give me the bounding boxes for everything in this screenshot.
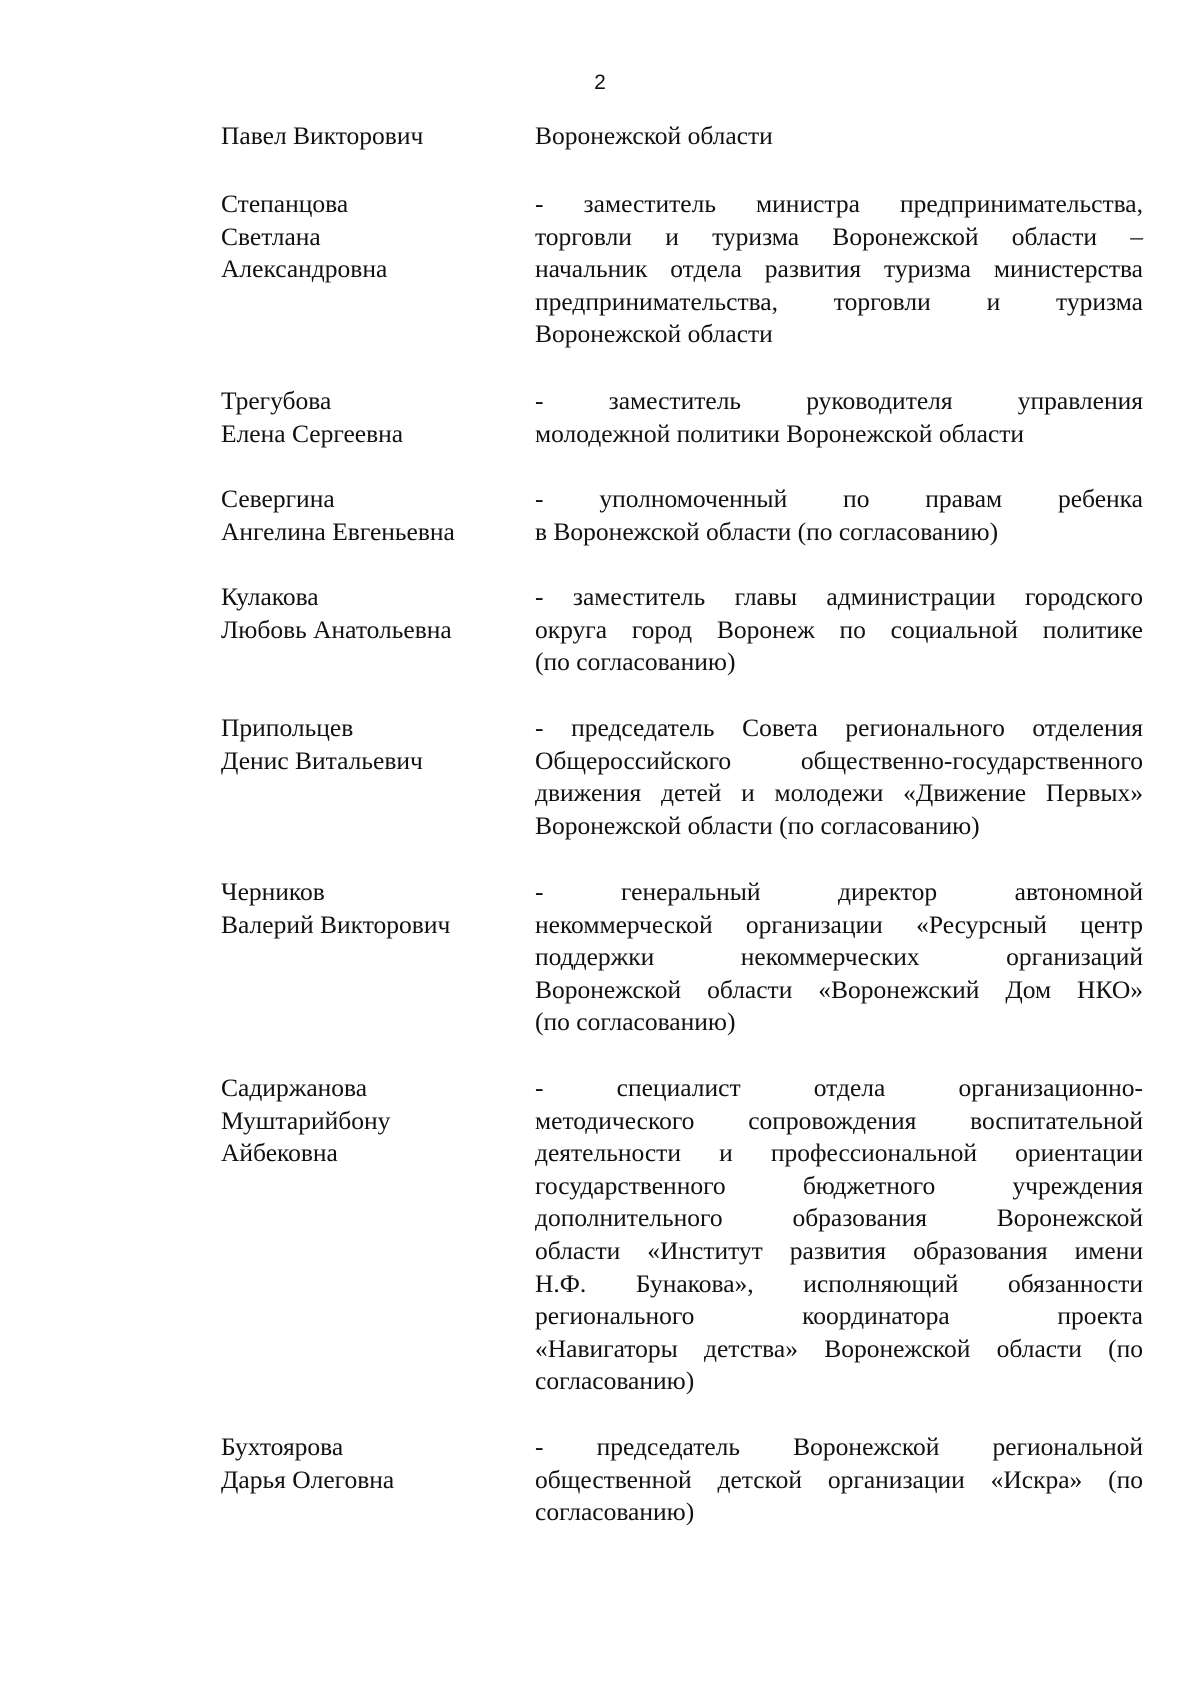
member-role-line: - заместитель главы администрации городского	[535, 582, 1143, 611]
member-role-line: (по согласованию)	[535, 647, 736, 677]
member-role-line: согласованию)	[535, 1497, 695, 1527]
member-role-line: - заместитель министра предпринимательства,	[535, 189, 1143, 218]
member-role-line: молодежной политики Воронежской области	[535, 418, 1025, 448]
member-name	[221, 120, 511, 153]
member-role	[535, 188, 1143, 351]
member-role-line: Воронежской области (по согласованию)	[535, 810, 980, 840]
member-role	[535, 1072, 1143, 1398]
member-role-line: согласованию)	[535, 1366, 695, 1396]
page-number: 2	[594, 71, 606, 94]
member-name-line: Александровна	[221, 254, 388, 284]
member-role-line: торговли и туризма Воронежской области –	[535, 221, 1143, 251]
member-role-line: начальник отдела развития туризма министерства	[535, 254, 1143, 284]
member-name-line: Дарья Олеговна	[221, 1464, 395, 1494]
member-role-line: предпринимательства, торговли и туризма	[535, 286, 1143, 316]
member-role	[535, 483, 1143, 548]
member-name-line: Айбековна	[221, 1138, 338, 1168]
member-role-line: регионального координатора проекта	[535, 1301, 1143, 1331]
member-name	[221, 1431, 511, 1496]
member-role-line: Воронежской области «Воронежский Дом НКО»	[535, 974, 1143, 1004]
member-role-line: государственного бюджетного учреждения	[535, 1170, 1143, 1200]
member-name	[221, 1072, 511, 1170]
member-name	[221, 876, 511, 941]
member-name-line: Припольцев	[221, 713, 354, 742]
member-role-line: Воронежской области	[535, 319, 773, 349]
member-name-line: Валерий Викторович	[221, 909, 451, 939]
member-role-line: в Воронежской области (по согласованию)	[535, 516, 999, 546]
member-name-line: Муштарийбону	[221, 1105, 391, 1135]
member-name-line: Садиржанова	[221, 1073, 368, 1102]
member-name	[221, 385, 511, 450]
member-role-line: общественной детской организации «Искра» (по	[535, 1464, 1143, 1494]
member-role	[535, 876, 1143, 1039]
member-role-line: поддержки некоммерческих организаций	[535, 942, 1143, 972]
member-role-line: Н.Ф. Бунакова», исполняющий обязанности	[535, 1268, 1143, 1298]
member-role-line: - председатель Совета регионального отделения	[535, 713, 1143, 742]
member-name-line: Севергина	[221, 484, 335, 513]
member-role-line: (по согласованию)	[535, 1007, 736, 1037]
member-name-line: Трегубова	[221, 386, 332, 415]
member-role-line: - уполномоченный по правам ребенка	[535, 484, 1143, 513]
member-role-line: «Навигаторы детства» Воронежской области (по	[535, 1333, 1143, 1363]
member-name-line: Ангелина Евгеньевна	[221, 516, 455, 546]
member-role-line: Воронежской области	[535, 121, 773, 150]
member-name-line: Любовь Анатольевна	[221, 614, 452, 644]
member-role-line: области «Институт развития образования имени	[535, 1235, 1143, 1265]
member-role	[535, 712, 1143, 842]
member-role-line: движения детей и молодежи «Движение Первых»	[535, 778, 1143, 808]
member-role	[535, 385, 1143, 450]
member-name-line: Павел Викторович	[221, 121, 424, 150]
member-role-line: некоммерческой организации «Ресурсный центр	[535, 909, 1143, 939]
member-name	[221, 188, 511, 286]
member-name-line: Елена Сергеевна	[221, 418, 404, 448]
member-role-line: - специалист отдела организационно-	[535, 1073, 1143, 1102]
member-role-line: - генеральный директор автономной	[535, 877, 1143, 906]
member-name-line: Светлана	[221, 221, 321, 251]
member-role	[535, 1431, 1143, 1529]
member-name	[221, 483, 511, 548]
member-role	[535, 120, 1143, 153]
member-role-line: дополнительного образования Воронежской	[535, 1203, 1143, 1233]
member-name	[221, 712, 511, 777]
member-name-line: Бухтоярова	[221, 1432, 344, 1461]
member-role-line: методического сопровождения воспитательной	[535, 1105, 1143, 1135]
member-role-line: округа город Воронеж по социальной политике	[535, 614, 1143, 644]
member-role	[535, 581, 1143, 679]
member-role-line: - заместитель руководителя управления	[535, 386, 1143, 415]
member-role-line: - председатель Воронежской региональной	[535, 1432, 1143, 1461]
member-role-line: Общероссийского общественно-государственного	[535, 745, 1143, 775]
member-name-line: Степанцова	[221, 189, 349, 218]
member-name-line: Кулакова	[221, 582, 319, 611]
member-role-line: деятельности и профессиональной ориентации	[535, 1138, 1143, 1168]
member-name-line: Денис Витальевич	[221, 745, 423, 775]
member-name-line: Черников	[221, 877, 325, 906]
member-name	[221, 581, 511, 646]
